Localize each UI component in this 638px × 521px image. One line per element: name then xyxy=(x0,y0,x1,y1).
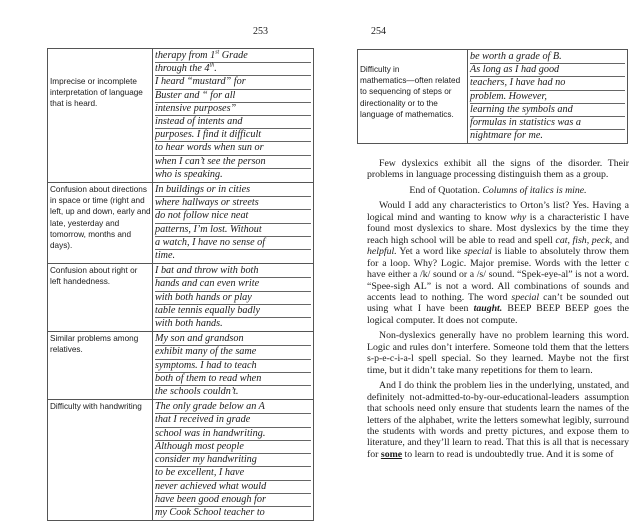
table-cell-example xyxy=(153,400,314,521)
cell-line: my Cook School teacher to xyxy=(155,506,265,518)
cell-line: Confusion about directions xyxy=(50,185,147,195)
cell-line: have been good enough for xyxy=(155,494,311,507)
cell-line: with both hands. xyxy=(155,318,223,330)
paragraph: And I do think the problem lies in the underlying, unstated, and definitely not-admitted-to-by-our-educational-leaders assumption that schools need only ensure that students learn the names of the letters of the alphabet, write the letters somewhat legibly, surround the students with words and pretty pictures, and expose them to literature, and they’ll learn to read. That this is all that is necessary for some to learn to read is undoubtedly true. And it is some of xyxy=(367,380,629,460)
cell-line: patterns, I’m lost. Without xyxy=(155,224,311,237)
characteristics-table xyxy=(47,48,314,521)
cell-line: left handedness. xyxy=(50,277,111,287)
cell-line: to sequencing of steps or xyxy=(360,87,452,97)
cell-line: My son and grandson xyxy=(155,333,311,346)
cell-line: school was in handwriting. xyxy=(155,428,311,441)
cell-line: that I received in grade xyxy=(155,414,311,427)
cell-line: As long as I had good xyxy=(470,64,625,77)
table-row xyxy=(48,49,314,183)
cell-line: exhibit many of the same xyxy=(155,346,311,359)
cell-line: when I can’t see the person xyxy=(155,156,311,169)
cell-line: to be excellent, I have xyxy=(155,467,311,480)
cell-line: learning the symbols and xyxy=(470,104,625,117)
cell-line: symptoms. I had to teach xyxy=(155,360,311,373)
cell-line: teachers, I have had no xyxy=(470,77,625,90)
table-cell-example xyxy=(153,183,314,264)
cell-line: time. xyxy=(155,250,176,262)
cell-line: late, yesterday and xyxy=(50,218,120,228)
cell-line: a watch, I have no sense of xyxy=(155,237,311,250)
cell-line: interpretation of language xyxy=(50,88,143,98)
table-cell-characteristic xyxy=(48,49,153,183)
cell-line: Confusion about right or xyxy=(50,266,138,276)
table-row xyxy=(358,50,628,144)
body-text xyxy=(367,158,629,464)
table-cell-example xyxy=(153,264,314,332)
table-cell-characteristic xyxy=(48,332,153,400)
cell-line: where hallways or streets xyxy=(155,197,311,210)
table-row xyxy=(48,183,314,264)
paragraph: Few dyslexics exhibit all the signs of the disorder. Their problems in language processing distinguish them as a group. xyxy=(367,158,629,181)
cell-line: through the 4th. xyxy=(155,63,311,76)
cell-line: Buster and “ for all xyxy=(155,90,311,103)
cell-line: In buildings or in cities xyxy=(155,184,311,197)
cell-line: Difficulty with handwriting xyxy=(50,402,142,412)
cell-line: Imprecise or incomplete xyxy=(50,77,137,86)
cell-line: relatives. xyxy=(50,345,83,355)
cell-line: days). xyxy=(50,241,73,251)
table-cell-example xyxy=(153,332,314,400)
cell-line: left, up and down, early and xyxy=(50,207,151,217)
cell-line: formulas in statistics was a xyxy=(470,117,625,130)
cell-line: purposes. I find it difficult xyxy=(155,129,311,142)
cell-line: I bat and throw with both xyxy=(155,265,311,278)
cell-line: mathematics—often related xyxy=(360,76,461,86)
cell-line: intensive purposes” xyxy=(155,103,311,116)
cell-line: Similar problems among xyxy=(50,334,139,344)
cell-line: hands and can even write xyxy=(155,278,311,291)
characteristics-table-continued xyxy=(357,49,628,144)
cell-line: Difficulty in xyxy=(360,65,400,74)
cell-line: tomorrow, months and xyxy=(50,229,132,239)
right-page xyxy=(319,0,638,493)
cell-line: problem. However, xyxy=(470,91,625,104)
page-number: 253 xyxy=(253,26,268,37)
table-cell-characteristic xyxy=(48,264,153,332)
table-cell-characteristic xyxy=(48,183,153,264)
table-cell-example xyxy=(468,50,628,144)
left-page xyxy=(0,0,319,518)
cell-line: who is speaking. xyxy=(155,168,223,180)
cell-line: therapy from 1st Grade xyxy=(155,50,311,63)
cell-line: The only grade below an A xyxy=(155,401,311,414)
page-number: 254 xyxy=(371,26,386,37)
cell-line: nightmare for me. xyxy=(470,130,543,142)
cell-line: both of them to read when xyxy=(155,373,311,386)
cell-line: to hear words when sun or xyxy=(155,142,311,155)
paragraph: Would I add any characteristics to Orton’s list? Yes. Having a logical mind and wanting to know why is a characteristic I have found most dyslexics to share. Most dyslexics by the time they reach high school will be able to read and spell cat, fish, peck, and helpful. Yet a word like special is liable to absolutely throw them for a loop. Why? Logic. Major premise. Words with the letter c have either a /k/ sound or a /s/ sound. “Spek-eye-al” is not a word. “Spee-sigh AL” is not a word. All combinations of sounds and accents lead to nothing. The word special can’t be sounded out using what I have been taught. BEEP BEEP BEEP goes the logical computer. It does not compute. xyxy=(367,200,629,326)
cell-line: table tennis equally badly xyxy=(155,305,311,318)
paragraph: Non-dyslexics generally have no problem learning this word. Logic and rules don’t interfere. Someone told them that the letters s-p-e-c-i-a-l spell special. So they learned. Maybe not the first time, but it didn’t take many repetitions for them to learn. xyxy=(367,330,629,376)
cell-line: that is heard. xyxy=(50,99,98,109)
cell-line: the schools couldn’t. xyxy=(155,386,239,398)
cell-line: directionality or to the xyxy=(360,98,438,108)
cell-line: I heard “mustard” for xyxy=(155,76,311,89)
cell-line: instead of intents and xyxy=(155,116,311,129)
cell-line: Although most people xyxy=(155,441,311,454)
cell-line: never achieved what would xyxy=(155,481,311,494)
table-cell-characteristic xyxy=(358,50,468,144)
cell-line: be worth a grade of B. xyxy=(470,51,625,64)
cell-line: consider my handwriting xyxy=(155,454,311,467)
table-cell-example xyxy=(153,49,314,183)
table-row xyxy=(48,332,314,400)
table-row xyxy=(48,264,314,332)
table-cell-characteristic xyxy=(48,400,153,521)
quotation-end-note: End of Quotation. Columns of italics is mine. xyxy=(409,184,587,196)
cell-line: with both hands or play xyxy=(155,292,311,305)
cell-line: do not follow nice neat xyxy=(155,210,311,223)
cell-line: language of mathematics. xyxy=(360,109,454,119)
cell-line: in space or time (right and xyxy=(50,196,145,206)
table-row xyxy=(48,400,314,521)
